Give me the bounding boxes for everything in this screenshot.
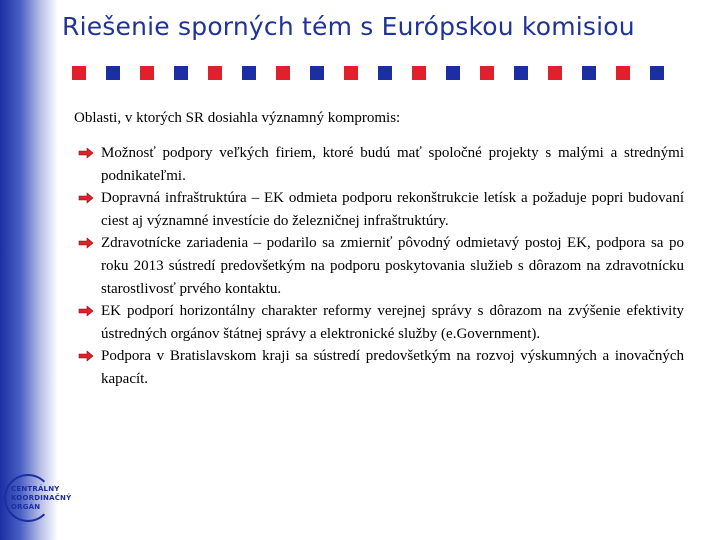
decorative-square — [616, 66, 630, 80]
decorative-square — [412, 66, 426, 80]
logo-line: CENTRÁLNY — [11, 485, 60, 493]
bullet-item — [78, 345, 684, 390]
decorative-square — [310, 66, 324, 80]
decorative-square — [446, 66, 460, 80]
bullet-text: EK podporí horizontálny charakter reformy verejnej správy s dôrazom na zvýšenie efektivity ústredných orgánov štátnej správy a elektronické služby (e.Government). — [101, 303, 684, 342]
decorative-square — [650, 66, 664, 80]
left-gradient-band — [0, 0, 58, 540]
intro-text: Oblasti, v ktorých SR dosiahla významný kompromis: — [74, 110, 401, 126]
bullet-text: Dopravná infraštruktúra – EK odmieta podporu rekonštrukcie letísk a požaduje popri budovaní ciest aj významné investície do železničnej infraštruktúry. — [101, 190, 684, 229]
logo-line: KOORDINAČNÝ — [11, 494, 72, 502]
decorative-square — [276, 66, 290, 80]
decorative-square — [378, 66, 392, 80]
decorative-square — [514, 66, 528, 80]
bullet-list — [78, 142, 684, 391]
arrow-right-icon — [78, 192, 94, 204]
decorative-square — [106, 66, 120, 80]
logo-text — [11, 485, 71, 512]
decorative-square — [174, 66, 188, 80]
arrow-right-icon — [78, 350, 94, 362]
decorative-square — [140, 66, 154, 80]
decorative-square — [242, 66, 256, 80]
decorative-square-row — [72, 66, 664, 80]
decorative-square — [582, 66, 596, 80]
decorative-square — [72, 66, 86, 80]
decorative-square — [208, 66, 222, 80]
bullet-text: Zdravotnícke zariadenia – podarilo sa zmierniť pôvodný odmietavý postoj EK, podpora sa po roku 2013 sústredí predovšetkým na podporu poskytovania služieb s dôrazom na zdravotnícku starostlivosť prvého kontaktu. — [101, 235, 684, 297]
decorative-square — [344, 66, 358, 80]
decorative-square — [480, 66, 494, 80]
arrow-right-icon — [78, 147, 94, 159]
decorative-square — [548, 66, 562, 80]
bullet-item — [78, 300, 684, 345]
arrow-right-icon — [78, 305, 94, 317]
bullet-item — [78, 142, 684, 187]
bullet-text: Možnosť podpory veľkých firiem, ktoré budú mať spoločné projekty s malými a strednými podnikateľmi. — [101, 145, 684, 184]
cko-logo — [4, 474, 72, 520]
arrow-right-icon — [78, 237, 94, 249]
logo-line: ORGÁN — [11, 503, 41, 511]
slide-title: Riešenie sporných tém s Európskou komisiou — [62, 12, 635, 41]
bullet-text: Podpora v Bratislavskom kraji sa sústredí predovšetkým na rozvoj výskumných a inovačných kapacít. — [101, 348, 684, 387]
bullet-item — [78, 232, 684, 300]
bullet-item — [78, 187, 684, 232]
